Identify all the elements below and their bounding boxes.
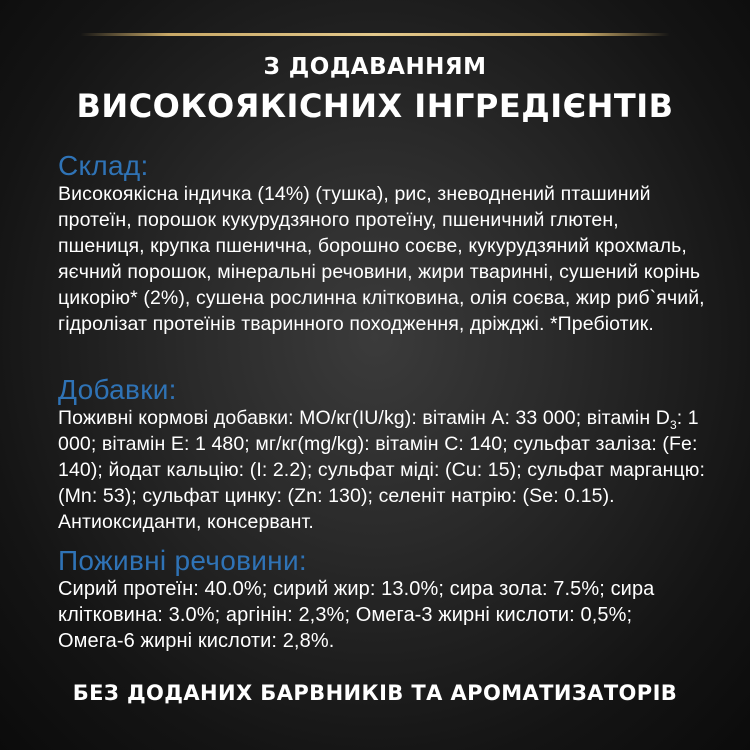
composition-text: Високоякісна індичка (14%) (тушка), рис, зневоднений пташиний протеїн, порошок кукурудзяного протеїну, пшеничний глютен, пшениця, крупка пшенична, борошно соєве, кукурудзяний крохмаль, яєчний порошок, мінеральні речовини, жири тваринні, сушений корінь цикорію* (2%), сушена рослинна клітковина, олія соєва, жир риб`ячий, гідролізат протеїнів тваринного походження, дріжджі. *Пребіотик. — [58, 183, 705, 335]
nutrients-text: Сирий протеїн: 40.0%; сирий жир: 13.0%; сира зола: 7.5%; сира клітковина: 3.0%; аргінін: 2,3%; Омега-3 жирні кислоти: 0,5%; Омега-6 жирні кислоти: 2,8%. — [58, 578, 655, 652]
header-subtitle: З ДОДАВАННЯМ — [263, 54, 487, 80]
additives-section — [58, 375, 708, 535]
composition-heading: Склад: — [58, 150, 149, 181]
additives-subscript: 3 — [669, 417, 677, 432]
composition-section — [58, 151, 708, 337]
header-headline: ВИСОКОЯКІСНИХ ІНГРЕДІЄНТІВ — [76, 87, 674, 125]
footer-statement: БЕЗ ДОДАНИХ БАРВНИКІВ ТА АРОМАТИЗАТОРІВ — [72, 681, 678, 705]
additives-text-part1: Поживні кормові добавки: МО/кг(IU/kg): вітамін А: 33 000; вітамін D — [58, 407, 670, 429]
additives-text-part2: : 1 000; вітамін Е: 1 480; мг/кг(mg/kg): вітамін С: 140; сульфат заліза: (Fe: 140); йодат кальцію: (I: 2.2); сульфат міді: (Cu: 15); сульфат марганцю: (Mn: 53); сульфат цинку: (Zn: 130); селеніт натрію: (Se: 0.15). Антиоксиданти, консервант. — [58, 407, 706, 533]
nutrients-section — [58, 546, 708, 654]
additives-text — [58, 405, 708, 535]
nutrients-heading: Поживні речовини: — [58, 545, 307, 576]
additives-heading: Добавки: — [58, 374, 177, 405]
gold-divider-line — [80, 33, 670, 36]
